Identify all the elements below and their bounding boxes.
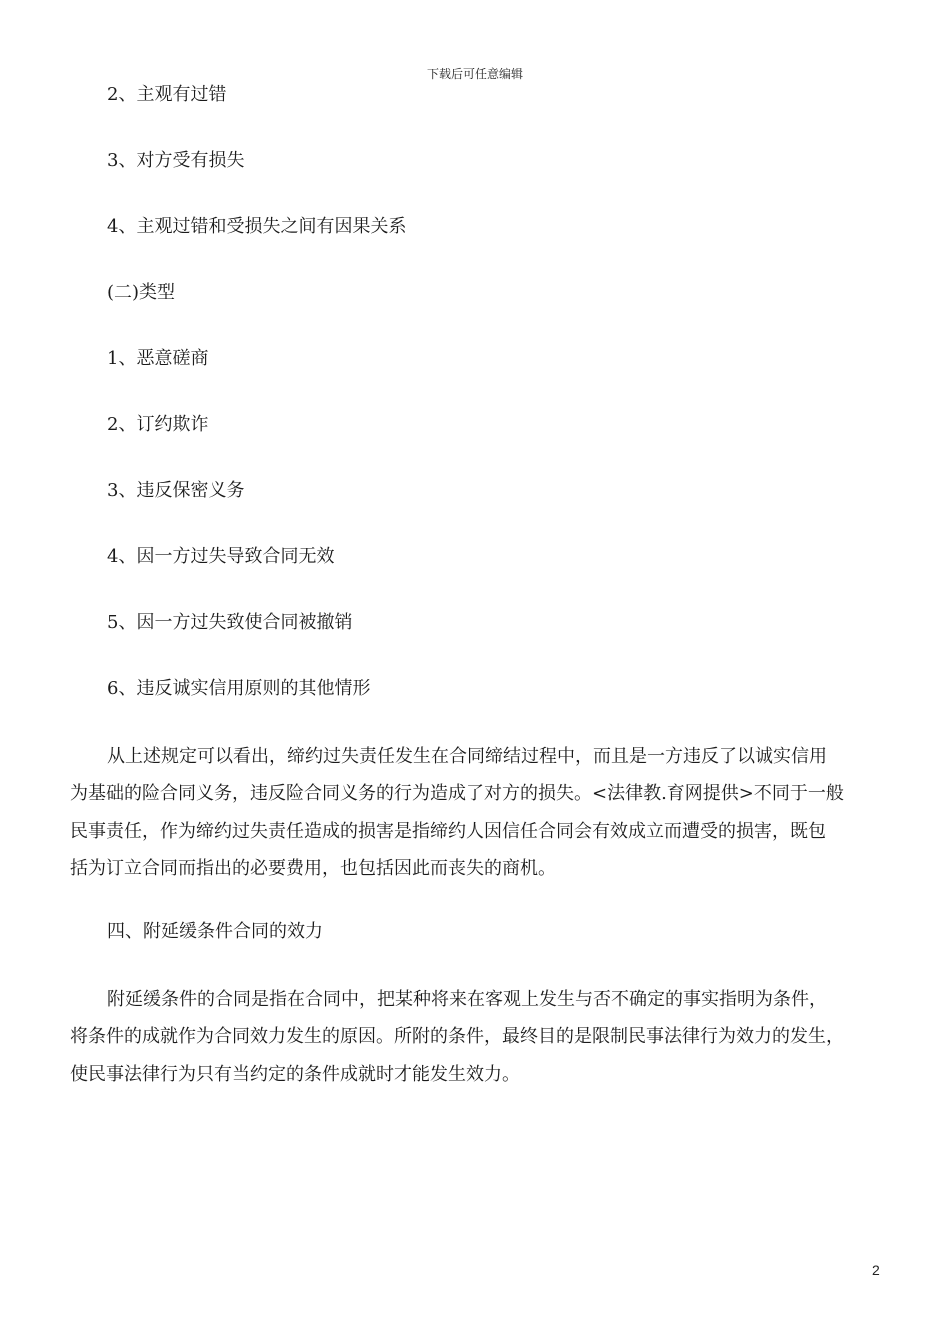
paragraph-line: 使民事法律行为只有当约定的条件成就时才能发生效力。 <box>70 1063 520 1085</box>
paragraph-line: 将条件的成就作为合同效力发生的原因。所附的条件，最终目的是限制民事法律行为效力的发生， <box>70 1026 844 1048</box>
section-subheading: (二)类型 <box>107 282 176 303</box>
list-item: 3、违反保密义务 <box>107 480 245 501</box>
paragraph-line: 从上述规定可以看出，缔约过失责任发生在合同缔结过程中，而且是一方违反了以诚实信用 <box>107 746 827 767</box>
paragraph-line: 附延缓条件的合同是指在合同中，把某种将来在客观上发生与否不确定的事实指明为条件， <box>107 989 827 1011</box>
list-item: 4、因一方过失导致合同无效 <box>107 546 335 567</box>
paragraph-line: 为基础的险合同义务，违反险合同义务的行为造成了对方的损失。<法律教.育网提供>不同于一般 <box>70 783 844 805</box>
document-body <box>70 78 885 1121</box>
list-item: 1、恶意磋商 <box>107 348 209 369</box>
header-note: 下载后可任意编辑 <box>426 67 523 81</box>
list-item: 6、违反诚实信用原则的其他情形 <box>107 678 371 699</box>
list-item: 2、主观有过错 <box>107 84 227 105</box>
list-item: 2、订约欺诈 <box>107 414 209 435</box>
list-item: 4、主观过错和受损失之间有因果关系 <box>107 216 407 237</box>
paragraph-deferred-condition <box>70 981 885 1093</box>
section-heading: 四、附延缓条件合同的效力 <box>107 921 323 943</box>
list-item: 3、对方受有损失 <box>107 150 245 171</box>
page-number: 2 <box>872 1262 880 1278</box>
list-item: 5、因一方过失致使合同被撤销 <box>107 612 353 633</box>
paragraph-liability <box>70 738 885 887</box>
paragraph-line: 民事责任，作为缔约过失责任造成的损害是指缔约人因信任合同会有效成立而遭受的损害，既包 <box>70 820 826 842</box>
paragraph-line: 括为订立合同而指出的必要费用，也包括因此而丧失的商机。 <box>70 857 556 879</box>
